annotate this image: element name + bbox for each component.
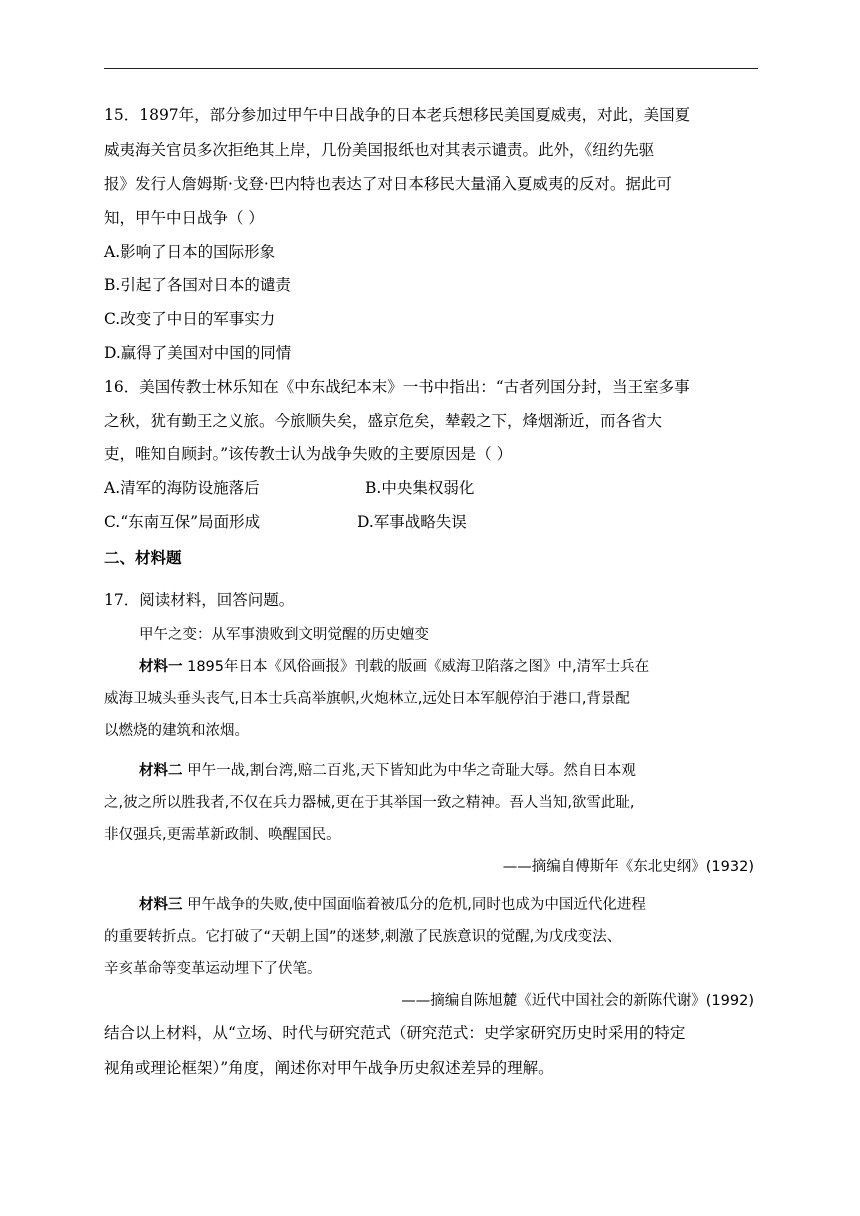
material-3-label: 材料三 [139, 897, 183, 913]
material-2-line: 非仅强兵,更需革新政制、唤醒国民。 [104, 827, 341, 843]
q16-option-d: D.军事战略失误 [357, 513, 467, 531]
material-2-line: 材料二 甲午一战,割台湾,赔二百兆,天下皆知此为中华之奇耻大辱。然自日本观 [139, 763, 636, 779]
q17-question-line: 视角或理论框架）”角度，阐述你对甲午战争历史叙述差异的理解。 [104, 1059, 554, 1077]
q16-stem-line: 16．美国传教士林乐知在《中东战纪本末》一书中指出：“古者列国分封，当王室多事 [104, 378, 690, 396]
material-1-label: 材料一 [139, 659, 183, 675]
q16-option-c: C.“东南互保”局面形成 [104, 513, 261, 531]
q15-option-b: B.引起了各国对日本的谴责 [104, 276, 291, 294]
material-3-line: 材料三 甲午战争的失败,使中国面临着被瓜分的危机,同时也成为中国近代化进程 [139, 897, 646, 913]
q16-option-b: B.中央集权弱化 [365, 479, 475, 497]
header-rule [104, 68, 758, 69]
q15-option-d: D.赢得了美国对中国的同情 [104, 344, 292, 362]
q17-intro: 17．阅读材料，回答问题。 [104, 591, 295, 609]
section-heading: 二、材料题 [104, 549, 182, 567]
q16-stem-line: 吏，唯知自顾封。”该传教士认为战争失败的主要原因是（ ） [104, 445, 513, 463]
q16-option-a: A.清军的海防设施落后 [104, 479, 260, 497]
material-3-line: 的重要转折点。它打破了“天朝上国”的迷梦,刺激了民族意识的觉醒,为戊戌变法、 [104, 929, 622, 945]
material-1-line: 以燃烧的建筑和浓烟。 [104, 723, 249, 739]
q17-question-line: 结合以上材料，从“立场、时代与研究范式（研究范式：史学家研究历史时采用的特定 [104, 1024, 686, 1042]
q15-stem-line: 15．1897年，部分参加过甲午中日战争的日本老兵想移民美国夏威夷，对此，美国夏 [104, 106, 691, 124]
q15-option-a: A.影响了日本的国际形象 [104, 243, 276, 261]
material-2-label: 材料二 [139, 763, 183, 779]
material-2-source: ——摘编自傅斯年《东北史纲》(1932) [502, 859, 754, 875]
q16-stem-line: 之秋，犹有勤王之义旅。今旅顺失矣，盛京危矣，辇毂之下，烽烟渐近，而各省大 [104, 412, 663, 430]
q15-stem-line: 威夷海关官员多次拒绝其上岸，几份美国报纸也对其表示谴责。此外，《纽约先驱 [104, 141, 655, 159]
q15-stem-line: 知，甲午中日战争（ ） [104, 209, 264, 227]
material-1-line: 威海卫城头垂头丧气,日本士兵高举旗帜,火炮林立,远处日本军舰停泊于港口,背景配 [104, 691, 630, 707]
q15-stem-line: 报》发行人詹姆斯·戈登·巴内特也表达了对日本移民大量涌入夏威夷的反对。据此可 [104, 175, 672, 193]
q15-option-c: C.改变了中日的军事实力 [104, 310, 276, 328]
material-3-line: 辛亥革命等变革运动埋下了伏笔。 [104, 961, 322, 977]
q17-title: 甲午之变：从军事溃败到文明觉醒的历史嬗变 [139, 627, 429, 643]
material-2-line: 之,彼之所以胜我者,不仅在兵力器械,更在于其举国一致之精神。吾人当知,欲雪此耻, [104, 795, 635, 811]
material-1-line: 材料一 1895年日本《风俗画报》刊载的版画《威海卫陷落之图》中,清军士兵在 [139, 659, 650, 675]
material-3-source: ——摘编自陈旭麓《近代中国社会的新陈代谢》(1992) [401, 993, 754, 1009]
